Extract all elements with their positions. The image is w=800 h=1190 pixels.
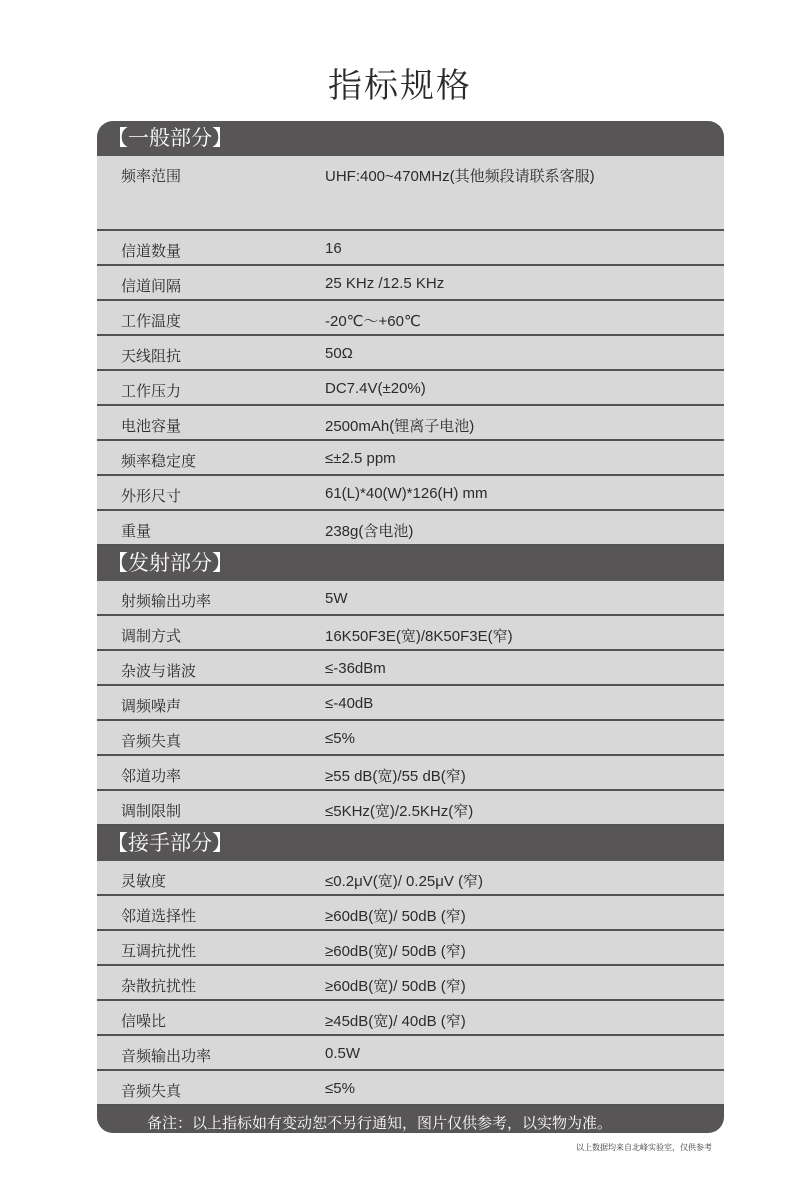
spec-label: 信道数量 [121,243,182,260]
spec-label: 音频失真 [121,733,182,750]
spec-label: 射频输出功率 [121,593,212,610]
spec-label: 调频噪声 [121,698,182,715]
spec-row [97,266,724,301]
spec-row [97,686,724,721]
spec-value: 5W [325,590,348,607]
section-header-transmit: 【发射部分】 [97,546,724,581]
spec-value: 2500mAh(锂离子电池) [325,418,475,435]
spec-row [97,1036,724,1071]
spec-row [97,791,724,826]
spec-row [97,406,724,441]
spec-label: 工作压力 [121,383,182,400]
spec-label: 信道间隔 [121,278,182,295]
spec-value: ≥45dB(宽)/ 40dB (窄) [325,1013,466,1030]
spec-value: ≥60dB(宽)/ 50dB (窄) [325,908,466,925]
spec-row [97,756,724,791]
spec-label: 音频输出功率 [121,1048,212,1065]
spec-row [97,1071,724,1106]
spec-row [97,1001,724,1036]
spec-label: 杂波与谐波 [121,663,197,680]
spec-label: 灵敏度 [121,873,167,890]
spec-row [97,511,724,546]
spec-value: -20℃～+60℃ [325,313,421,330]
spec-value: ≤5KHz(宽)/2.5KHz(窄) [325,803,474,820]
spec-label: 工作温度 [121,313,182,330]
spec-row [97,301,724,336]
spec-label: 电池容量 [121,418,182,435]
spec-row [97,336,724,371]
spec-row [97,581,724,616]
spec-row [97,441,724,476]
spec-label: 重量 [121,523,152,540]
spec-label: 邻道功率 [121,768,182,785]
spec-row [97,476,724,511]
spec-value: ≤-36dBm [325,660,386,677]
spec-value: 238g(含电池) [325,523,414,540]
spec-value: 16K50F3E(宽)/8K50F3E(窄) [325,628,513,645]
spec-value: 16 [325,240,342,257]
spec-label: 音频失真 [121,1083,182,1100]
section-header-general: 【一般部分】 [97,121,724,156]
spec-row [97,371,724,406]
spec-row [97,156,724,231]
spec-row [97,861,724,896]
spec-value: 25 KHz /12.5 KHz [325,275,445,292]
spec-row [97,616,724,651]
spec-label: 杂散抗扰性 [121,978,197,995]
spec-value: 0.5W [325,1045,361,1062]
spec-value: DC7.4V(±20%) [325,380,426,397]
spec-label: 互调抗扰性 [121,943,197,960]
spec-value: ≥60dB(宽)/ 50dB (窄) [325,978,466,995]
spec-value: ≤-40dB [325,695,374,712]
spec-row [97,966,724,1001]
spec-value: 61(L)*40(W)*126(H) mm [325,485,488,502]
footer-remark: 备注：以上指标如有变动恕不另行通知，图片仅供参考，以实物为准。 [97,1106,724,1133]
spec-label: 信噪比 [121,1013,167,1030]
spec-label: 调制方式 [121,628,182,645]
spec-label: 天线阻抗 [121,348,182,365]
spec-label: 频率范围 [121,168,182,185]
spec-value: 50Ω [325,345,353,362]
spec-row [97,896,724,931]
spec-value: ≤±2.5 ppm [325,450,396,467]
spec-value: ≥55 dB(宽)/55 dB(窄) [325,768,466,785]
spec-label: 邻道选择性 [121,908,197,925]
spec-value: ≤5% [325,1080,355,1097]
spec-row [97,231,724,266]
spec-row [97,931,724,966]
spec-value: ≤5% [325,730,355,747]
spec-label: 频率稳定度 [121,453,197,470]
spec-label: 外形尺寸 [121,488,182,505]
spec-row [97,651,724,686]
spec-value: ≥60dB(宽)/ 50dB (窄) [325,943,466,960]
page-title: 指标规格 [328,67,472,105]
spec-label: 调制限制 [121,803,182,820]
spec-value: ≤0.2μV(宽)/ 0.25μV (窄) [325,873,484,890]
spec-value: UHF:400~470MHz(其他频段请联系客服) [325,168,595,185]
section-header-receive: 【接手部分】 [97,826,724,861]
source-note: 以上数据均来自北峰实验室，仅供参考 [576,1143,712,1152]
spec-row [97,721,724,756]
spec-table [97,121,724,1133]
